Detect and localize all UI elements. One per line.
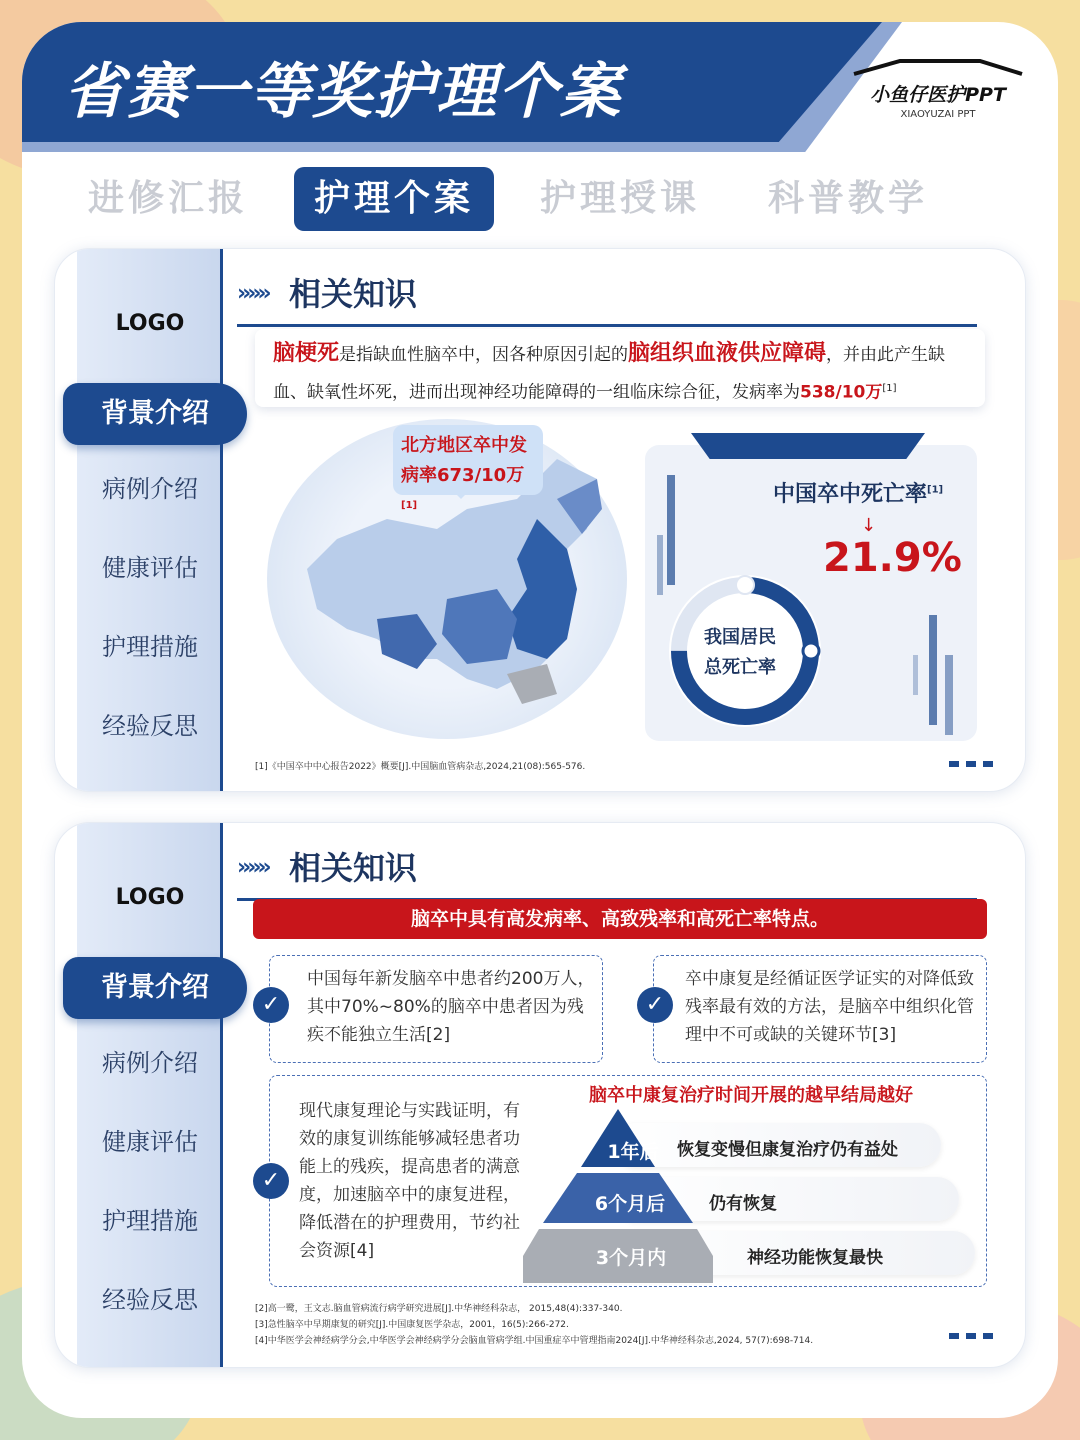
more-dots-icon (949, 1333, 993, 1339)
definition-text: ，并由此产生缺血、缺氧性坏死，进而出现神经功能障碍的一组临床综合征，发病率为 (273, 345, 946, 403)
incidence-rate: 538/10万 (800, 382, 883, 403)
citation: [1] (927, 484, 944, 496)
tab-nursing-case[interactable]: 护理个案 (294, 167, 494, 231)
slide-panel-2 (54, 822, 1026, 1368)
fact-text-1: 中国每年新发脑卒中患者约200万人，其中70%~80%的脑卒中患者因为残疾不能独立生活[2] (307, 969, 595, 1045)
tab-science-teaching[interactable]: 科普教学 (767, 178, 928, 219)
callout-line: 北方地区卒中发 (401, 435, 527, 456)
pyramid-step-label: 1年后 (607, 1141, 659, 1163)
sidebar-item-assessment[interactable]: 健康评估 (102, 1128, 198, 1156)
sidebar-item-assessment[interactable]: 健康评估 (102, 554, 198, 582)
ring-label-line: 我国居民 (704, 627, 776, 648)
term-highlight: 脑梗死 (273, 341, 340, 366)
fact-text-2: 卒中康复是经循证医学证实的对降低致残率最有效的方法，是脑卒中组织化管理中不可或缺的关键环节[3] (685, 969, 974, 1045)
section-header (237, 269, 977, 319)
slide-panel-1 (54, 248, 1026, 792)
tab-training-report[interactable]: 进修汇报 (87, 178, 248, 219)
house-roof-icon (850, 58, 1026, 76)
sidebar-item-background[interactable]: 背景介绍 (63, 957, 247, 1019)
card-cap (691, 433, 925, 459)
reference-text: [1]《中国卒中中心报告2022》概要[J].中国脑血管病杂志,2024,21(08):565-576. (255, 762, 586, 772)
section-title: 相关知识 (289, 275, 418, 313)
logo-placeholder: LOGO (115, 311, 185, 336)
pyramid-desc: 神经功能恢复最快 (747, 1248, 883, 1268)
checkmark-icon: ✓ (637, 987, 673, 1023)
sidebar-item-measures[interactable]: 护理措施 (102, 1207, 198, 1235)
brand-subtitle: XIAOYUZAI PPT (900, 109, 976, 120)
sidebar-item-case[interactable]: 病例介绍 (102, 1049, 198, 1077)
page-title: 省赛一等奖护理个案 (64, 57, 622, 127)
section-divider (237, 324, 977, 327)
reference-text: [3]急性脑卒中早期康复的研究[J].中国康复医学杂志，2001，16(5):266-272. (255, 1320, 569, 1330)
sidebar-item-reflection[interactable]: 经验反思 (102, 712, 198, 740)
fact-text-3: 现代康复理论与实践证明，有效的康复训练能够减轻患者功能上的残疾，提高患者的满意度，加速脑卒中的康复进程，降低潜在的护理费用，节约社会资源[4] (299, 1101, 520, 1261)
citation: [1] (882, 383, 897, 394)
pyramid-step-label: 6个月后 (594, 1193, 666, 1215)
sidebar-item-reflection[interactable]: 经验反思 (102, 1286, 198, 1314)
definition-box (255, 329, 985, 407)
down-arrow-icon: ↓ (861, 515, 877, 536)
headline-bar: 脑卒中具有高发病率、高致残率和高死亡率特点。 (253, 899, 987, 939)
reference-text: [4]中华医学会神经病学分会,中华医学会神经病学分会脑血管病学组.中国重症卒中管理指南2024[J].中华神经科杂志,2024, 57(7):698-714. (255, 1336, 814, 1346)
pyramid-title: 脑卒中康复治疗时间开展的越早结局越好 (589, 1085, 913, 1106)
sidebar-item-measures[interactable]: 护理措施 (102, 633, 198, 661)
reference-list (255, 1301, 813, 1349)
triple-chevron-icon: »»» (237, 855, 268, 880)
pyramid-desc: 仍有恢复 (709, 1194, 777, 1214)
citation: [1] (401, 500, 418, 511)
triple-chevron-icon: »»» (237, 281, 268, 306)
checkmark-icon: ✓ (253, 1163, 289, 1199)
term-highlight: 脑组织血液供应障碍 (628, 341, 827, 366)
checkmark-icon: ✓ (253, 987, 289, 1023)
mortality-value: 21.9% (823, 535, 962, 581)
logo-placeholder: LOGO (115, 885, 185, 910)
reference-text: [2]高一鹭，王文志.脑血管病流行病学研究进展[J].中华神经科杂志， 2015,48(4):337-340. (255, 1304, 623, 1314)
mortality-label-text: 中国卒中死亡率 (773, 482, 928, 507)
ring-label-line: 总死亡率 (704, 657, 776, 678)
mortality-label (773, 477, 943, 508)
ring-label (685, 623, 795, 683)
north-incidence-callout (393, 425, 543, 511)
page-card (22, 22, 1058, 1418)
pyramid-step-label: 3个月内 (595, 1247, 667, 1269)
pyramid-desc: 恢复变慢但康复治疗仍有益处 (677, 1140, 898, 1160)
tab-bar (68, 167, 968, 231)
brand-name: 小鱼仔医护PPT (870, 84, 1006, 106)
more-dots-icon (949, 761, 993, 767)
sidebar-item-background[interactable]: 背景介绍 (63, 383, 247, 445)
sidebar-item-case[interactable]: 病例介绍 (102, 475, 198, 503)
definition-text: 是指缺血性脑卒中，因各种原因引起的 (339, 345, 629, 365)
tab-nursing-lecture[interactable]: 护理授课 (539, 178, 700, 219)
callout-line: 病率673/10万 (401, 465, 525, 486)
brand-logo (848, 58, 1028, 120)
section-title: 相关知识 (289, 849, 418, 887)
section-header (237, 843, 977, 893)
